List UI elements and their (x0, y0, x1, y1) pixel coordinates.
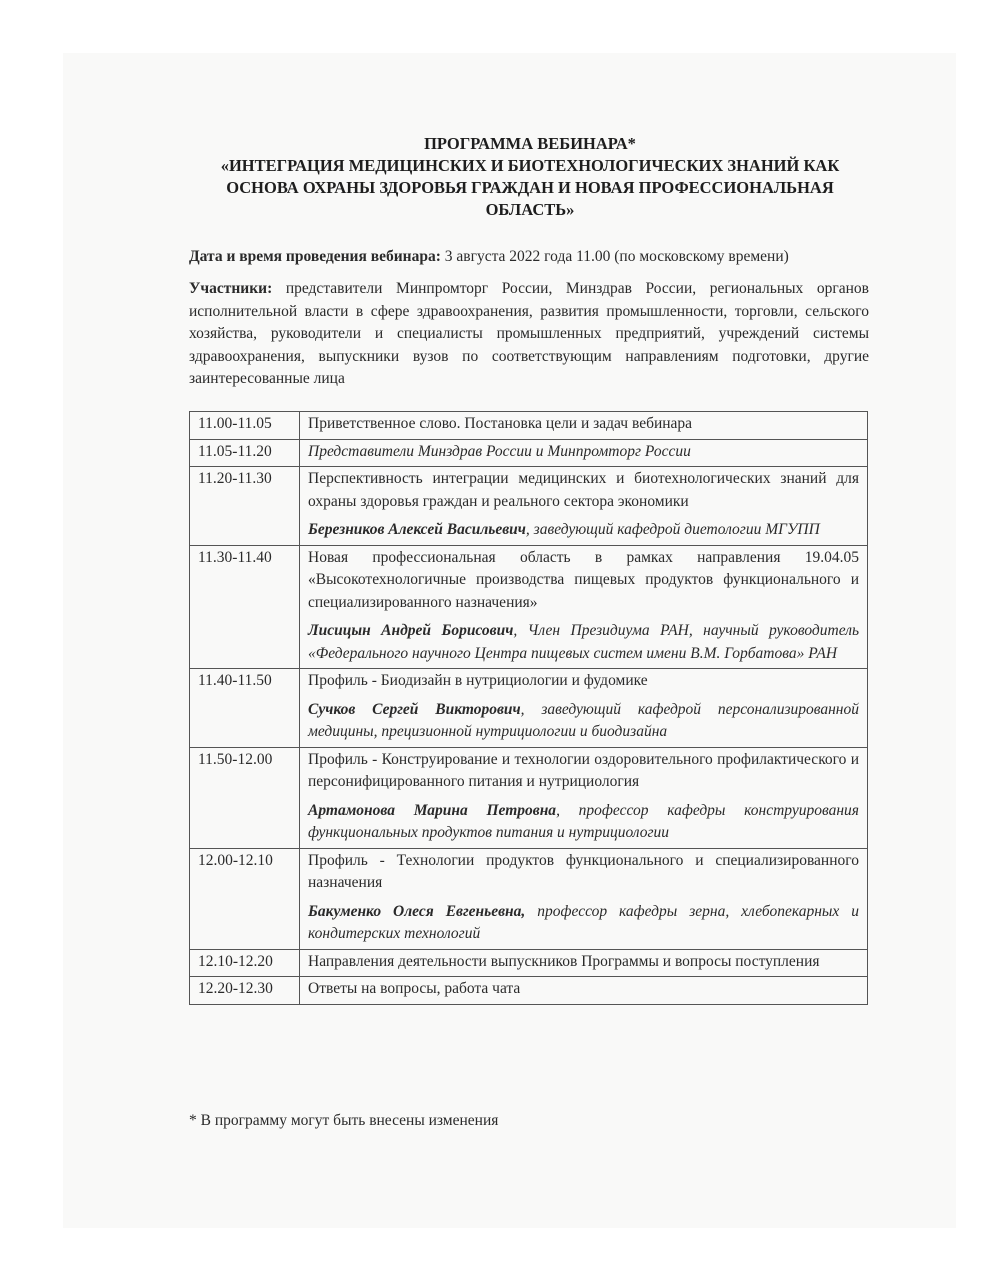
time-cell: 12.00-12.10 (190, 848, 300, 949)
speaker-role: , Член Президиума РАН, научный руководитель «Федерального научного Центра пищевых систем имени В.М. Горбатова» РАН (308, 622, 860, 662)
topic: Перспективность интеграции медицинских и биотехнологических знаний для охраны здоровья граждан и реального сектора экономики (308, 470, 859, 510)
speaker-role: профессор кафедры зерна, хлебопекарных и кондитерских технологий (308, 902, 859, 942)
table-row (190, 467, 868, 546)
topic: Новая профессиональная область в рамках направления 19.04.05 «Высокотехнологичные производства пищевых продуктов функционального и специализированного назначения» (308, 548, 859, 611)
participants-value: представители Минпромторг России, Минздрав России, региональных органов исполнительной власти в сфере здравоохранения, развития промышленности, торговли, сельского хозяйства, руководители и специалисты промышленных предприятий, учреждений системы здравоохранения, выпускники вузов по соответствующим направлениям подготовки, другие заинтересованные лица (189, 280, 869, 387)
time-cell: 11.00-11.05 (190, 412, 300, 440)
time-cell: 12.10-12.20 (190, 949, 300, 977)
participants-label: Участники: (189, 280, 273, 297)
document-title (180, 133, 880, 221)
speaker-role: , заведующий кафедрой диетологии МГУПП (525, 521, 820, 538)
speaker-name: Лисицын Андрей Борисович (308, 622, 514, 639)
topic-cell (300, 467, 868, 546)
topic: Представители Минздрав России и Минпромторг России (308, 442, 691, 460)
table-row (190, 848, 868, 949)
speaker-role: , заведующий кафедрой персонализированной медицины, прецизионной нутрициологии и биодизайна (308, 700, 859, 740)
title-line: «ИНТЕГРАЦИЯ МЕДИЦИНСКИХ И БИОТЕХНОЛОГИЧЕСКИХ ЗНАНИЙ КАК (220, 156, 840, 175)
webinar-date (189, 246, 869, 269)
table-row (190, 545, 868, 669)
title-line: ПРОГРАММА ВЕБИНАРА* (424, 134, 636, 153)
participants (189, 278, 869, 391)
time-cell: 11.20-11.30 (190, 467, 300, 546)
date-label: Дата и время проведения вебинара: (189, 248, 441, 265)
speaker-name: Сучков Сергей Викторович (308, 700, 521, 718)
table-row (190, 977, 868, 1005)
speaker (308, 901, 859, 946)
topic-cell (300, 669, 868, 748)
time-cell: 11.30-11.40 (190, 545, 300, 669)
footnote: * В программу могут быть внесены изменения (189, 1112, 499, 1129)
topic-cell (300, 439, 868, 467)
topic: Профиль - Конструирование и технологии оздоровительного профилактического и персонифицированного питания и нутрициология (308, 750, 859, 790)
title-line: ОСНОВА ОХРАНЫ ЗДОРОВЬЯ ГРАЖДАН И НОВАЯ ПРОФЕССИОНАЛЬНАЯ (226, 178, 834, 197)
time-cell: 11.40-11.50 (190, 669, 300, 748)
topic-cell (300, 747, 868, 848)
topic-cell (300, 412, 868, 440)
speaker (308, 800, 859, 845)
table-row (190, 669, 868, 748)
topic: Ответы на вопросы, работа чата (308, 980, 521, 997)
speaker-role: , профессор кафедры конструирования функциональных продуктов питания и нутрициологии (308, 801, 859, 841)
title-line: ОБЛАСТЬ» (485, 200, 575, 219)
schedule-table (189, 411, 868, 1005)
table-row (190, 747, 868, 848)
topic: Направления деятельности выпускников Программы и вопросы поступления (308, 952, 820, 970)
topic: Приветственное слово. Постановка цели и задач вебинара (308, 415, 693, 432)
topic: Профиль - Биодизайн в нутрициологии и фудомике (308, 672, 648, 689)
time-cell: 12.20-12.30 (190, 977, 300, 1005)
speaker-name: Бакуменко Олеся Евгеньевна, (308, 902, 526, 920)
topic-cell (300, 977, 868, 1005)
time-cell: 11.05-11.20 (190, 439, 300, 467)
topic-cell (300, 545, 868, 669)
time-cell: 11.50-12.00 (190, 747, 300, 848)
speaker-name: Березников Алексей Васильевич (308, 521, 526, 538)
speaker (308, 620, 859, 665)
speaker (308, 519, 859, 542)
speaker (308, 699, 859, 744)
table-row (190, 439, 868, 467)
topic-cell (300, 848, 868, 949)
topic: Профиль - Технологии продуктов функционального и специализированного назначения (308, 851, 859, 891)
date-value: 3 августа 2022 года 11.00 (по московскому времени) (440, 248, 789, 265)
topic-cell (300, 949, 868, 977)
speaker-name: Артамонова Марина Петровна (308, 801, 557, 819)
table-row (190, 949, 868, 977)
table-row (190, 412, 868, 440)
